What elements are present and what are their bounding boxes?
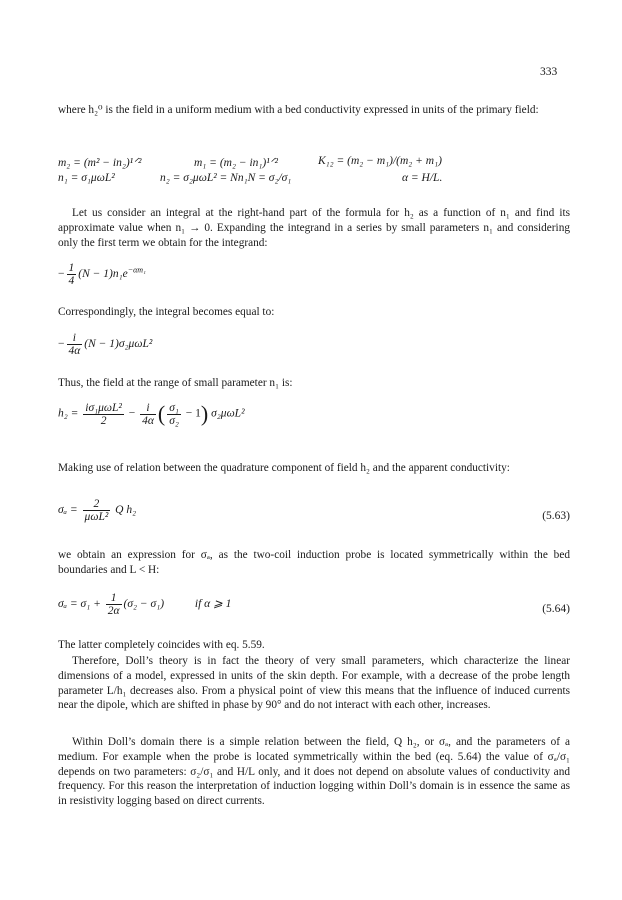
- eq2-den: 4α: [68, 345, 81, 357]
- eq5-condition: if α ⩾ 1: [194, 598, 232, 611]
- eq-m1: m₁ = (m₂ − in₁)¹ᐟ²: [194, 157, 278, 169]
- eq1-num: 1: [68, 262, 75, 274]
- eq-number-5-63: (5.63): [542, 510, 570, 522]
- eq3-f3-den: σ₂: [169, 414, 179, 427]
- eq3-lhs: h₂ =: [58, 407, 79, 420]
- paragraph-latter: The latter completely coincides with eq. 5.59.: [58, 639, 265, 651]
- eq4-num: 2: [83, 498, 111, 511]
- eq1-den: 4: [68, 275, 75, 287]
- eq1-exponent: −αm₁: [127, 265, 146, 275]
- eq-integral-value: − $\frac{i}{4\alpha}$ (N − 1)σ₂μωL²: [58, 332, 153, 357]
- page-number: 333: [540, 66, 558, 78]
- paragraph-we-obtain: we obtain an expression for σₐ, as the two-coil induction probe is located symmetrically within the bed boundaries and L < H:: [58, 549, 570, 576]
- eq3-f1-den: 2: [100, 414, 107, 427]
- eq4-lhs: σₐ =: [58, 504, 78, 517]
- eq-number-5-64: (5.64): [542, 603, 570, 615]
- eq3-f1-num: iσ₁μωL²: [85, 401, 122, 414]
- eq5-lhs: σₐ = σ₁ +: [58, 598, 101, 611]
- paragraph-integral: Let us consider an integral at the right-hand part of the formula for h₂ as a function of n₁ and find its approximate value when n₁ → 0. Expanding the integrand in a series by small parameters n₁ and considering only the first term we obtain for the integrand:: [58, 207, 570, 249]
- eq5-num: 1: [106, 592, 122, 605]
- eq3-f3-num: σ₁: [169, 401, 179, 414]
- eq-alpha: α = H/L.: [402, 172, 443, 184]
- eq5-rhs: (σ₂ − σ₁): [123, 598, 165, 611]
- paragraph-making-use: Making use of relation between the quadrature component of field h₂ and the apparent conductivity:: [58, 462, 510, 474]
- eq2-num: i: [67, 332, 83, 345]
- eq-m2: m₂ = (m² − in₂)¹ᐟ²: [58, 157, 142, 169]
- eq-field-small-parameter: h₂ = $\frac{\text{iσ₁μωL²}}{2}$ − $\frac{i}{4\alpha}$ ( $\frac{\text{σ₁}}{\text{σ₂}}$ − 1) σ₂μωL²: [58, 401, 245, 427]
- eq-k12: K₁₂ = (m₂ − m₁)/(m₂ + m₁): [318, 155, 442, 167]
- eq4-den: μωL²: [84, 511, 109, 523]
- eq3-tail: σ₂μωL²: [211, 407, 245, 420]
- eq-integrand: − $\frac{1}{4}$ $(N - 1)n_1e^{-\alpha m_1}$: [58, 262, 146, 287]
- paragraph-doll-domain: Within Doll’s domain there is a simple relation between the field, Q h₂, or σₐ, and the parameters of a medium. For example when the probe is located symmetrically within the bed (eq. 5.64) the value of σₐ/σ₁ depends on two parameters: σ₂/σ₁ and H/L only, and it does not depend on absolute values of conductivity and frequency. For this reason the interpretation of induction logging within Doll’s domain is in essence the same as in resistivity logging based on direct currents.: [58, 736, 570, 808]
- eq4-rhs: Q h₂: [115, 504, 137, 517]
- eq2-body: (N − 1)σ₂μωL²: [84, 338, 153, 351]
- eq3-f2-den: 4α: [142, 414, 154, 427]
- eq3-f2-num: i: [140, 402, 156, 415]
- paragraph-thus: Thus, the field at the range of small parameter n₁ is:: [58, 377, 293, 389]
- eq-n2: n₂ = σ₂μωL² = Nn₁N = σ₂/σ₁: [160, 172, 292, 184]
- eq-n1: n₁ = σ₁μωL²: [58, 172, 115, 184]
- eq1-body: (N − 1)n₁e: [78, 268, 128, 281]
- paragraph-correspondingly: Correspondingly, the integral becomes equal to:: [58, 306, 275, 318]
- eq-symmetric-probe: [58, 592, 231, 617]
- eq5-den: 2α: [107, 605, 120, 617]
- paragraph-doll-theory: Therefore, Doll’s theory is in fact the theory of very small parameters, which characterize the linear dimensions of a model, expressed in units of the skin depth. For example, with a decrease of the probe length parameter L/h₁ decreases also. From a physical point of view this means that the influence of induced currents near the dipole, which are shifted in phase by 90° and do not interact with each other, increases.: [58, 655, 570, 712]
- paragraph-intro: where h₂⁰ is the field in a uniform medium with a bed conductivity expressed in units of the primary field:: [58, 104, 539, 116]
- eq-apparent-conductivity: [58, 498, 136, 523]
